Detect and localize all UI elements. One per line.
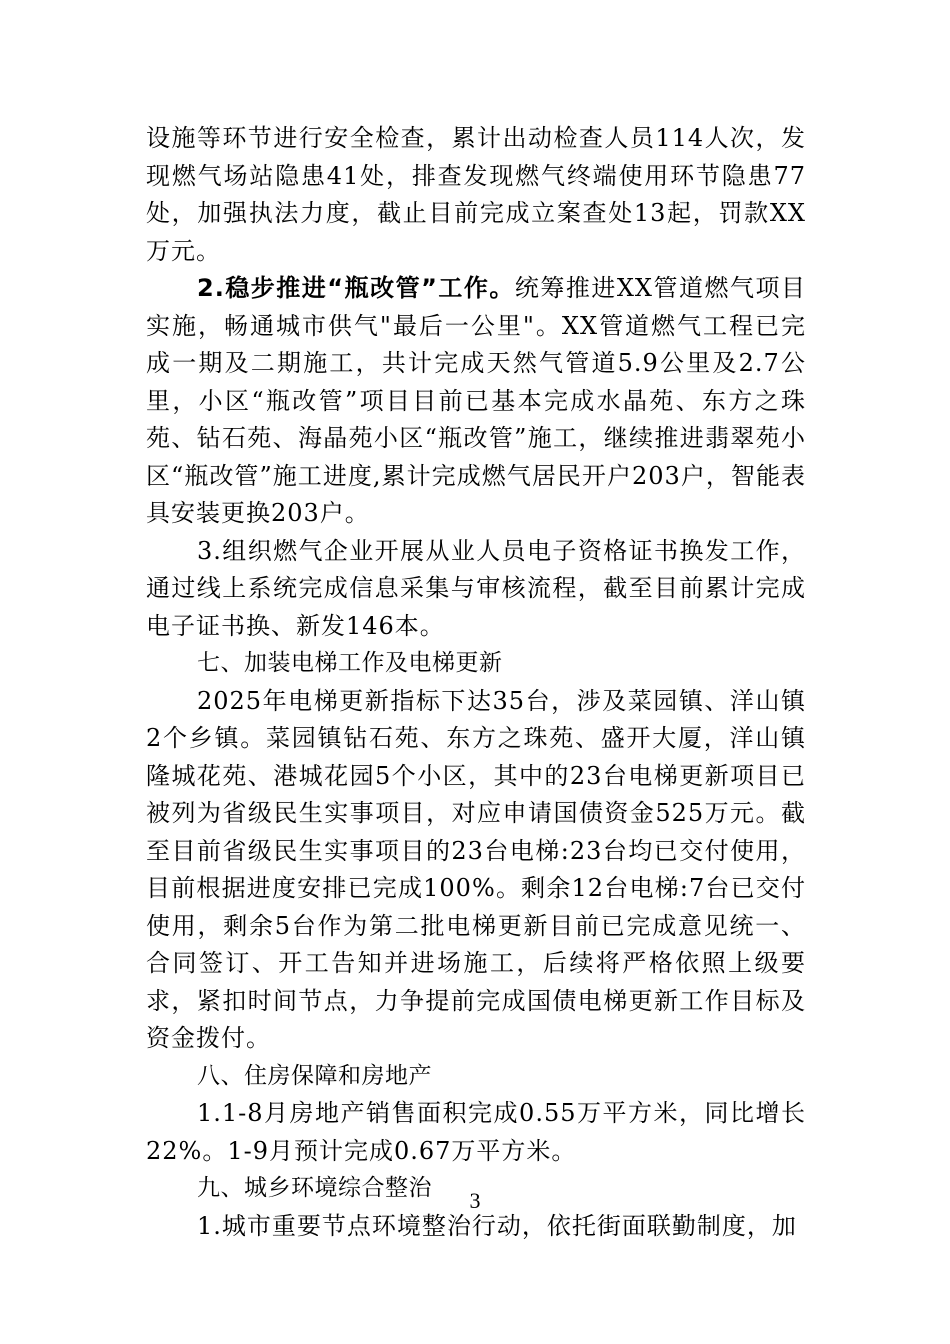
paragraph-real-estate-sales: 1.1-8月房地产销售面积完成0.55万平方米，同比增长22%。1-9月预计完成0.67万平方米。 <box>146 1099 806 1165</box>
paragraph-body: 统筹推进XX管道燃气项目实施，畅通城市供气"最后一公里"。XX管道燃气工程已完成一期及二期施工，共计完成天然气管道5.9公里及2.7公里，小区“瓶改管”项目目前已基本完成水晶苑、东方之珠苑、钻石苑、海晶苑小区“瓶改管”施工，继续推进翡翠苑小区“瓶改管”施工进度,累计完成燃气居民开户203户，智能表具安装更换203户。 <box>146 274 806 527</box>
paragraph-lead-bold: 2.稳步推进“瓶改管”工作。 <box>197 274 515 302</box>
section-heading-housing: 八、住房保障和房地产 <box>197 1062 432 1089</box>
paragraph-environment-rectification: 1.城市重要节点环境整治行动，依托街面联勤制度，加 <box>197 1211 797 1240</box>
paragraph-elevator-renewal: 2025年电梯更新指标下达35台，涉及菜园镇、洋山镇2个乡镇。菜园镇钻石苑、东方之珠苑、盛开大厦，洋山镇隆城花苑、港城花园5个小区，其中的23台电梯更新项目已被列为省级民生实事项目，对应申请国债资金525万元。截至目前省级民生实事项目的23台电梯:23台均已交付使用，目前根据进度安排已完成100%。剩余12台电梯:7台已交付使用，剩余5台作为第二批电梯更新目前已完成意见统一、合同签订、开工告知并进场施工，后续将严格依照上级要求，紧扣时间节点，力争提前完成国债电梯更新工作目标及资金拨付。 <box>146 686 806 1052</box>
paragraph-bottle-to-pipe <box>146 270 806 533</box>
paragraph-certificate-renewal: 3.组织燃气企业开展从业人员电子资格证书换发工作，通过线上系统完成信息采集与审核流程，截至目前累计完成电子证书换、新发146本。 <box>146 536 806 640</box>
section-heading-environment: 九、城乡环境综合整治 <box>197 1175 432 1201</box>
paragraph-safety-inspection: 设施等环节进行安全检查，累计出动检查人员114人次，发现燃气场站隐患41处，排查发现燃气终端使用环节隐患77处，加强执法力度，截止目前完成立案查处13起，罚款XX万元。 <box>146 124 806 265</box>
page-number: 3 <box>469 1188 481 1213</box>
document-body <box>146 120 806 1245</box>
section-heading-elevator: 七、加装电梯工作及电梯更新 <box>197 650 503 676</box>
